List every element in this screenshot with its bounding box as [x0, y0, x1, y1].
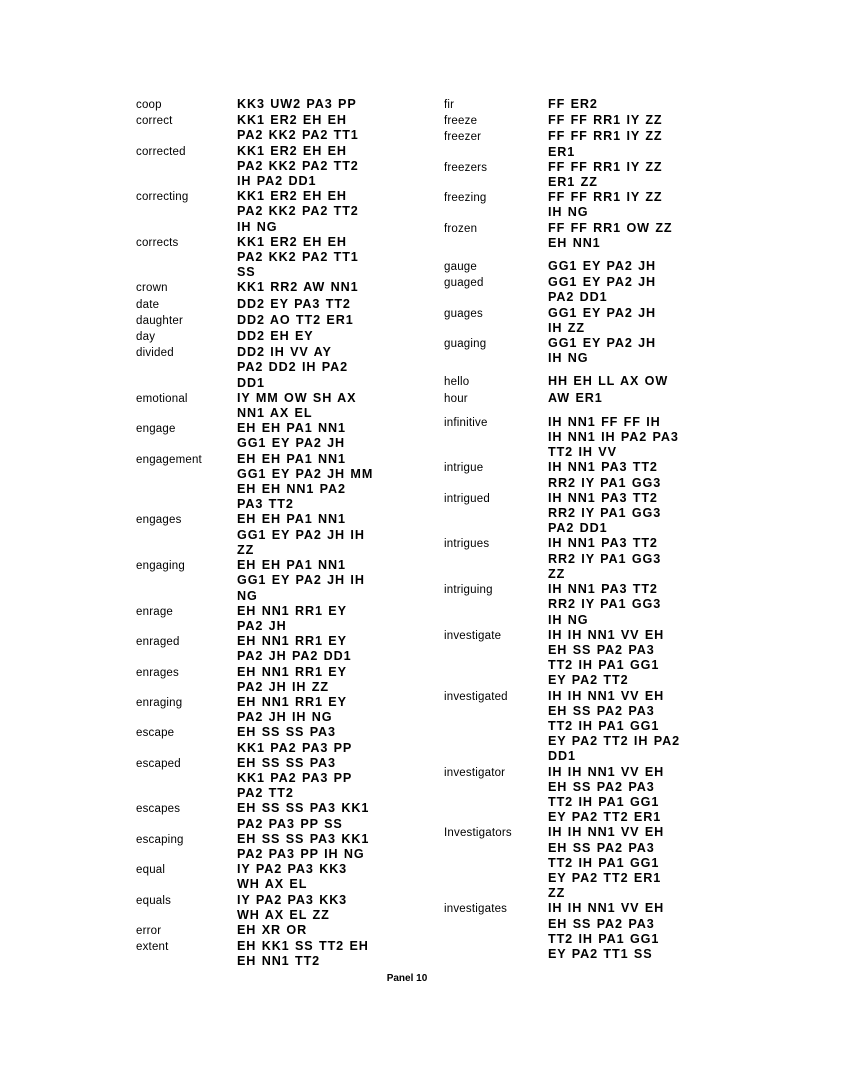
entry-phonemes	[237, 893, 347, 923]
entry-word: guaged	[444, 277, 484, 290]
phoneme-line: PA3 TT2	[237, 497, 294, 512]
phoneme-line: RR2 IY PA1 GG3	[548, 551, 662, 566]
entry-phonemes	[548, 129, 663, 159]
right-column	[444, 97, 680, 962]
left-column	[136, 97, 373, 970]
dictionary-entry	[136, 280, 373, 296]
entry-phonemes	[548, 275, 656, 305]
entry-word: gauge	[444, 261, 477, 274]
entry-word: investigates	[444, 903, 508, 916]
phoneme-line: EH EH PA1 NN1	[237, 512, 346, 527]
entry-phonemes	[237, 862, 347, 892]
entry-word: engaging	[136, 560, 185, 573]
entry-phonemes	[237, 634, 352, 664]
phoneme-line: IH NG	[548, 351, 589, 366]
dictionary-entry	[136, 189, 373, 235]
dictionary-entry	[136, 695, 373, 725]
dictionary-entry	[444, 306, 680, 336]
entry-word: intrigue	[444, 462, 484, 475]
phoneme-line: IH NN1 PA3 TT2	[548, 582, 658, 597]
dictionary-entry	[136, 604, 373, 634]
dictionary-entry	[136, 923, 373, 939]
dictionary-entry	[136, 97, 373, 113]
dictionary-entry	[444, 160, 680, 190]
phoneme-line: RR2 IY PA1 GG3	[548, 475, 662, 490]
phoneme-line: ZZ	[548, 566, 566, 581]
entry-word: intriguing	[444, 584, 493, 597]
entry-word: fir	[444, 99, 455, 111]
phoneme-line: PA2 KK2 PA2 TT2	[237, 158, 359, 173]
entry-word: day	[136, 331, 156, 344]
dictionary-entry	[136, 144, 373, 190]
dictionary-entry	[136, 665, 373, 695]
entry-word: Investigators	[444, 827, 512, 840]
phoneme-line: GG1 EY PA2 JH	[548, 305, 657, 320]
dictionary-entry	[136, 391, 373, 421]
phoneme-line: IH IH NN1 VV EH	[548, 901, 665, 916]
entry-word: crown	[136, 282, 168, 295]
phoneme-line: IH NG	[548, 205, 589, 220]
entry-phonemes	[237, 512, 365, 558]
phoneme-line: PA2 KK2 PA2 TT2	[237, 204, 359, 219]
section-gap	[444, 251, 680, 259]
entry-phonemes	[237, 695, 347, 725]
dictionary-entry	[136, 345, 373, 391]
phoneme-line: KK1 ER2 EH EH	[237, 143, 347, 158]
entry-phonemes	[548, 391, 603, 406]
phoneme-line: PA2 DD1	[548, 290, 608, 305]
phoneme-line: AW ER1	[548, 390, 603, 405]
phoneme-line: IH NN1 FF FF IH	[548, 414, 661, 429]
phoneme-line: PA2 DD2 IH PA2	[237, 360, 349, 375]
phoneme-line: HH EH LL AX OW	[548, 374, 669, 389]
phoneme-line: FF FF RR1 IY ZZ	[548, 129, 663, 144]
phoneme-line: GG1 EY PA2 JH IH	[237, 573, 365, 588]
dictionary-entry	[444, 190, 680, 220]
phoneme-line: ER1	[548, 144, 576, 159]
entry-phonemes	[548, 336, 656, 366]
phoneme-line: IY PA2 PA3 KK3	[237, 892, 348, 907]
dictionary-entry	[136, 558, 373, 604]
dictionary-entry	[136, 329, 373, 345]
entry-word: enraged	[136, 636, 180, 649]
phoneme-line: ZZ	[237, 542, 255, 557]
entry-phonemes	[548, 765, 664, 826]
entry-word: frozen	[444, 222, 478, 235]
entry-word: hello	[444, 376, 470, 389]
entry-word: intrigues	[444, 538, 490, 551]
dictionary-entry	[444, 221, 680, 251]
entry-word: freezing	[444, 192, 487, 205]
dictionary-entry	[136, 297, 373, 313]
phoneme-line: IH NN1 PA3 TT2	[548, 536, 658, 551]
section-gap	[444, 407, 680, 415]
dictionary-entry	[136, 801, 373, 831]
dictionary-entry	[136, 313, 373, 329]
phoneme-line: GG1 EY PA2 JH IH	[237, 527, 365, 542]
dictionary-entry	[444, 765, 680, 826]
entry-phonemes	[237, 313, 354, 328]
entry-phonemes	[237, 923, 307, 938]
phoneme-line: KK1 ER2 EH EH	[237, 113, 347, 128]
phoneme-line: PA2 KK2 PA2 TT1	[237, 128, 359, 143]
entry-phonemes	[237, 280, 359, 295]
dictionary-entry	[444, 415, 680, 461]
phoneme-line: PA2 TT2	[237, 786, 294, 801]
dictionary-entry	[444, 460, 680, 490]
entry-word: engage	[136, 423, 176, 436]
entry-word: escaping	[136, 833, 184, 846]
dictionary-entry	[444, 582, 680, 628]
dictionary-entry	[136, 939, 373, 969]
phoneme-line: IH IH NN1 VV EH	[548, 627, 665, 642]
dictionary-entry	[444, 901, 680, 962]
entry-phonemes	[237, 144, 359, 190]
phoneme-line: IH NG	[548, 612, 589, 627]
phoneme-line: TT2 IH PA1 GG1	[548, 794, 660, 809]
dictionary-entry	[444, 259, 680, 275]
phoneme-line: DD2 AO TT2 ER1	[237, 312, 354, 327]
entry-word: coop	[136, 99, 162, 111]
entry-word: investigated	[444, 690, 508, 703]
entry-word: divided	[136, 347, 174, 360]
dictionary-entry	[444, 113, 680, 129]
phoneme-line: ZZ	[548, 886, 566, 901]
phoneme-line: EH EH PA1 NN1	[237, 421, 346, 436]
entry-phonemes	[237, 452, 373, 513]
entry-word: equals	[136, 894, 172, 907]
phoneme-line: DD1	[237, 375, 265, 390]
dictionary-entry	[136, 756, 373, 802]
page-footer: Panel 10	[386, 973, 428, 984]
phoneme-line: PA2 KK2 PA2 TT1	[237, 250, 359, 265]
entry-phonemes	[237, 558, 365, 604]
dictionary-entry	[444, 491, 680, 537]
entry-word: investigator	[444, 766, 506, 779]
dictionary-entry	[136, 725, 373, 755]
entry-word: freezer	[444, 131, 482, 144]
dictionary-entry	[444, 374, 680, 390]
phoneme-line: TT2 IH PA1 GG1	[548, 658, 660, 673]
phoneme-line: FF ER2	[548, 97, 598, 111]
entry-word: corrected	[136, 145, 186, 158]
dictionary-entry	[444, 825, 680, 901]
dictionary-entry	[444, 391, 680, 407]
phoneme-line: KK3 UW2 PA3 PP	[237, 97, 357, 111]
phoneme-line: FF FF RR1 IY ZZ	[548, 159, 663, 174]
entry-word: hour	[444, 392, 468, 405]
phoneme-line: EH NN1 RR1 EY	[237, 603, 347, 618]
dictionary-entry	[136, 634, 373, 664]
entry-word: daughter	[136, 314, 183, 327]
phoneme-line: IH NN1 IH PA2 PA3	[548, 430, 679, 445]
entry-phonemes	[237, 604, 347, 634]
entry-phonemes	[237, 113, 359, 143]
dictionary-entry	[444, 275, 680, 305]
entry-phonemes	[548, 825, 664, 901]
entry-word: guages	[444, 307, 483, 320]
entry-phonemes	[237, 665, 347, 695]
phoneme-line: GG1 EY PA2 JH	[237, 436, 346, 451]
entry-word: correcting	[136, 191, 189, 204]
phoneme-line: EH EH NN1 PA2	[237, 482, 346, 497]
entry-phonemes	[237, 235, 359, 281]
entry-word: error	[136, 924, 162, 937]
phoneme-line: EH KK1 SS TT2 EH	[237, 939, 369, 954]
dictionary-entry	[136, 452, 373, 513]
entry-word: infinitive	[444, 416, 488, 429]
phoneme-line: NN1 AX EL	[237, 406, 313, 421]
dictionary-entry	[136, 512, 373, 558]
phoneme-line: PA2 PA3 PP SS	[237, 816, 343, 831]
section-gap	[444, 366, 680, 374]
entry-word: enrage	[136, 605, 174, 618]
entry-phonemes	[237, 832, 369, 862]
dictionary-entry	[444, 689, 680, 765]
phoneme-line: IH NG	[237, 219, 278, 234]
phoneme-line: WH AX EL	[237, 877, 308, 892]
phoneme-line: IH NN1 PA3 TT2	[548, 490, 658, 505]
dictionary-entry	[444, 336, 680, 366]
entry-phonemes	[237, 391, 356, 421]
phoneme-line: EY PA2 TT1 SS	[548, 946, 653, 961]
dictionary-entry	[444, 628, 680, 689]
phoneme-line: KK1 RR2 AW NN1	[237, 280, 359, 295]
entry-phonemes	[548, 460, 661, 490]
phoneme-line: TT2 IH PA1 GG1	[548, 855, 660, 870]
entry-phonemes	[548, 374, 668, 389]
entry-phonemes	[548, 259, 656, 274]
entry-word: escape	[136, 727, 175, 740]
dictionary-entry	[136, 893, 373, 923]
phoneme-line: RR2 IY PA1 GG3	[548, 506, 662, 521]
phoneme-line: KK1 ER2 EH EH	[237, 234, 347, 249]
entry-word: extent	[136, 941, 169, 954]
entry-phonemes	[548, 582, 661, 628]
entry-phonemes	[548, 536, 661, 582]
entry-phonemes	[237, 939, 369, 969]
phoneme-line: IH IH NN1 VV EH	[548, 764, 665, 779]
dictionary-entry	[444, 97, 680, 113]
entry-word: enraging	[136, 696, 183, 709]
phoneme-line: TT2 IH PA1 GG1	[548, 931, 660, 946]
entry-phonemes	[237, 189, 359, 235]
entry-phonemes	[237, 329, 314, 344]
phoneme-line: EH SS SS PA3	[237, 755, 336, 770]
entry-phonemes	[548, 160, 663, 190]
entry-word: corrects	[136, 236, 179, 249]
entry-phonemes	[237, 801, 369, 831]
entry-phonemes	[237, 345, 348, 391]
dictionary-entry	[136, 421, 373, 451]
phoneme-line: EH SS PA2 PA3	[548, 916, 655, 931]
phoneme-line: DD1	[548, 749, 576, 764]
phoneme-line: KK1 ER2 EH EH	[237, 189, 347, 204]
entry-word: correct	[136, 115, 173, 128]
entry-word: engages	[136, 514, 182, 527]
entry-word: investigate	[444, 629, 502, 642]
entry-word: guaging	[444, 338, 487, 351]
phoneme-line: GG1 EY PA2 JH	[548, 336, 657, 351]
phoneme-line: EH SS SS PA3 KK1	[237, 801, 370, 816]
phoneme-line: EH NN1 RR1 EY	[237, 634, 347, 649]
dictionary-entry	[136, 235, 373, 281]
phoneme-line: NG	[237, 588, 258, 603]
phoneme-line: EH SS SS PA3 KK1	[237, 831, 370, 846]
phoneme-line: IH PA2 DD1	[237, 174, 317, 189]
phoneme-line: EH NN1 TT2	[237, 954, 321, 969]
phoneme-line: IH ZZ	[548, 320, 585, 335]
phoneme-line: IH IH NN1 VV EH	[548, 688, 665, 703]
entry-phonemes	[548, 97, 598, 112]
phoneme-line: KK1 PA2 PA3 PP	[237, 740, 353, 755]
phoneme-line: DD2 EH EY	[237, 329, 314, 344]
phoneme-line: FF FF RR1 OW ZZ	[548, 220, 673, 235]
entry-phonemes	[548, 901, 664, 962]
entry-phonemes	[548, 190, 663, 220]
entry-word: escaped	[136, 757, 181, 770]
entry-word: engagement	[136, 453, 202, 466]
phoneme-line: TT2 IH VV	[548, 445, 617, 460]
phoneme-line: EH SS PA2 PA3	[548, 703, 655, 718]
phoneme-line: EH SS PA2 PA3	[548, 840, 655, 855]
dictionary-entry	[444, 536, 680, 582]
phoneme-line: EH XR OR	[237, 922, 308, 937]
phoneme-line: EY PA2 TT2 ER1	[548, 810, 662, 825]
entry-word: emotional	[136, 392, 188, 405]
entry-word: intrigued	[444, 492, 490, 505]
entry-phonemes	[237, 756, 352, 802]
phoneme-line: SS	[237, 265, 256, 280]
phoneme-line: PA2 JH PA2 DD1	[237, 649, 352, 664]
phoneme-line: GG1 EY PA2 JH	[548, 259, 657, 274]
entry-phonemes	[548, 491, 661, 537]
entry-phonemes	[237, 421, 346, 451]
phoneme-line: EH NN1 RR1 EY	[237, 664, 347, 679]
phoneme-line: FF FF RR1 IY ZZ	[548, 113, 663, 128]
phoneme-line: EH EH PA1 NN1	[237, 558, 346, 573]
entry-word: freeze	[444, 115, 478, 128]
entry-phonemes	[548, 689, 680, 765]
phoneme-line: EH NN1	[548, 235, 601, 250]
phoneme-line: EH SS SS PA3	[237, 725, 336, 740]
entry-phonemes	[548, 306, 656, 336]
phoneme-line: EH SS PA2 PA3	[548, 779, 655, 794]
phoneme-line: TT2 IH PA1 GG1	[548, 718, 660, 733]
phoneme-line: DD2 EY PA3 TT2	[237, 296, 351, 311]
dictionary-entry	[136, 832, 373, 862]
phoneme-line: ER1 ZZ	[548, 175, 598, 190]
phoneme-line: IH NN1 PA3 TT2	[548, 460, 658, 475]
dictionary-entry	[136, 113, 373, 143]
entry-phonemes	[548, 113, 663, 128]
phoneme-line: KK1 PA2 PA3 PP	[237, 770, 353, 785]
phoneme-line: IY PA2 PA3 KK3	[237, 862, 348, 877]
entry-word: freezers	[444, 161, 488, 174]
phoneme-line: PA2 JH IH ZZ	[237, 679, 329, 694]
entry-word: date	[136, 298, 160, 311]
phoneme-line: EH SS PA2 PA3	[548, 642, 655, 657]
phoneme-line: GG1 EY PA2 JH	[548, 275, 657, 290]
entry-phonemes	[237, 97, 357, 112]
phoneme-line: PA2 PA3 PP IH NG	[237, 846, 365, 861]
phoneme-line: IH IH NN1 VV EH	[548, 825, 665, 840]
phoneme-line: GG1 EY PA2 JH MM	[237, 466, 374, 481]
entry-word: escapes	[136, 803, 181, 816]
phoneme-line: PA2 DD1	[548, 521, 608, 536]
entry-word: enrages	[136, 666, 179, 679]
dictionary-entry	[444, 129, 680, 159]
phoneme-line: DD2 IH VV AY	[237, 345, 332, 360]
entry-phonemes	[548, 628, 664, 689]
phoneme-line: WH AX EL ZZ	[237, 907, 330, 922]
phoneme-line: PA2 JH	[237, 618, 287, 633]
phoneme-line: IY MM OW SH AX	[237, 390, 357, 405]
entry-phonemes	[548, 221, 673, 251]
phoneme-line: PA2 JH IH NG	[237, 710, 333, 725]
phoneme-line: EY PA2 TT2 IH PA2	[548, 734, 680, 749]
phoneme-line: EH NN1 RR1 EY	[237, 694, 347, 709]
dictionary-entry	[136, 862, 373, 892]
entry-phonemes	[548, 415, 679, 461]
phoneme-line: EH EH PA1 NN1	[237, 451, 346, 466]
phoneme-line: EY PA2 TT2	[548, 673, 629, 688]
phoneme-line: EY PA2 TT2 ER1	[548, 870, 662, 885]
entry-phonemes	[237, 297, 351, 312]
entry-phonemes	[237, 725, 352, 755]
phoneme-line: FF FF RR1 IY ZZ	[548, 190, 663, 205]
entry-word: equal	[136, 864, 166, 877]
phoneme-line: RR2 IY PA1 GG3	[548, 597, 662, 612]
